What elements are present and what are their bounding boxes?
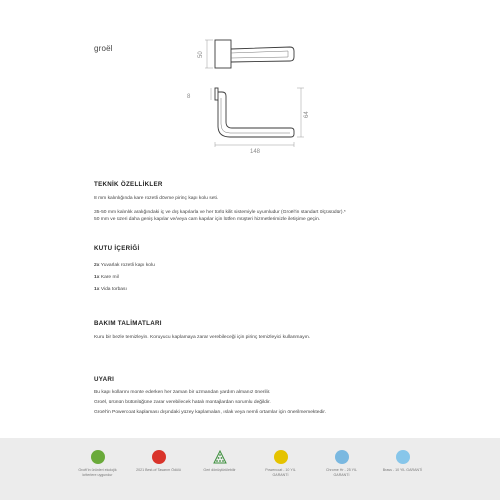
design-award-icon: [152, 450, 166, 464]
item-text: Kare mil: [100, 275, 119, 280]
dim-label-side-right: 64: [304, 111, 310, 118]
product-technical-drawing: [180, 36, 330, 186]
technical-specs-line: 8 mm kalınlığında kare rozetli dövme pirinç kapı kolu seti.: [94, 196, 219, 201]
badge-recyclable: [197, 450, 242, 495]
badge-caption: Chrome Hr - 25 YIL GARANTİ: [325, 468, 358, 477]
dim-label-top: 50: [198, 51, 204, 58]
box-contents-section: [94, 245, 414, 298]
warning-line: Bu kapı kollarını monte ederken her zaman bir uzmandan yardım almanız önerilir.: [94, 390, 271, 395]
box-contents-title: KUTU İÇERİĞİ: [94, 245, 140, 252]
badge-design-award: [136, 450, 181, 495]
technical-specs-line: 50 mm ve üzeri daha geniş kapılar ve/veya cam kapılar için lütfen müşteri hizmetlerimizle iletişime geçin.: [94, 217, 321, 222]
item-text: Yuvarlak rozetli kapı kolu: [100, 263, 155, 268]
badge-caption: Geri dönüştürülebilir: [203, 468, 236, 472]
badge-caption: 2021 Best-of Tasarım Ödülü: [136, 468, 181, 472]
box-contents-item: [94, 286, 414, 293]
badge-powercoat: [258, 450, 303, 495]
certification-footer: [0, 438, 500, 500]
technical-specs-section: [94, 181, 414, 223]
warning-section: [94, 376, 414, 419]
care-instructions-section: [94, 320, 414, 341]
item-qty: 1x: [94, 287, 100, 292]
badge-brass: [380, 450, 425, 495]
brand-logo: groël: [94, 44, 113, 53]
brass-icon: [396, 450, 410, 464]
side-view-lever: [218, 92, 294, 137]
badge-caption: Powercoat - 10 YIL GARANTİ: [265, 468, 296, 477]
badge-chrome: [319, 450, 364, 495]
warning-line: Groël'in Powercoat kaplaması dışındaki yüzey kaplamaları, ıslak veya nemli ortamlar için önerilmemektedir.: [94, 410, 326, 415]
item-qty: 1x: [94, 275, 100, 280]
chrome-icon: [335, 450, 349, 464]
warning-title: UYARI: [94, 376, 115, 383]
top-view-rosette: [215, 40, 231, 68]
quality-pyramid-icon: [213, 450, 227, 464]
side-view-rosette: [215, 88, 218, 100]
item-qty: 2x: [94, 263, 100, 268]
care-instructions-line: Kuru bir bezle temizleyin. Koruyucu kaplamaya zarar verebileceği için pirinç temizleyici kullanmayın.: [94, 335, 311, 340]
care-instructions-title: BAKIM TALİMATLARI: [94, 320, 162, 327]
leaf-icon: [91, 450, 105, 464]
item-text: Vida torbası: [100, 287, 127, 292]
warning-line: Groël, ürünün bütünlüğüne zarar verebilecek hatalı montajlardan sorumlu değildir.: [94, 400, 271, 405]
box-contents-item: [94, 274, 414, 281]
dim-label-bottom: 148: [250, 149, 261, 155]
dim-label-side-left: 8: [187, 94, 191, 100]
technical-specs-title: TEKNİK ÖZELLİKLER: [94, 181, 163, 188]
top-view-lever: [231, 47, 294, 62]
top-view-lever-inner: [231, 51, 288, 58]
box-contents-item: [94, 262, 414, 269]
badge-caption: Brass - 10 YIL GARANTİ: [382, 468, 423, 472]
badge-caption: Groël'in ürünleri ekolojik kriterlere uygundur: [78, 468, 117, 477]
powercoat-icon: [274, 450, 288, 464]
badge-ecology: [75, 450, 120, 495]
technical-specs-line: 35-50 mm kalınlık aralığındaki iç ve dış kapılarla ve her türlü kilit sistemiyle uyumludur (Groël'in standart ölçüsüdür).*: [94, 210, 346, 215]
